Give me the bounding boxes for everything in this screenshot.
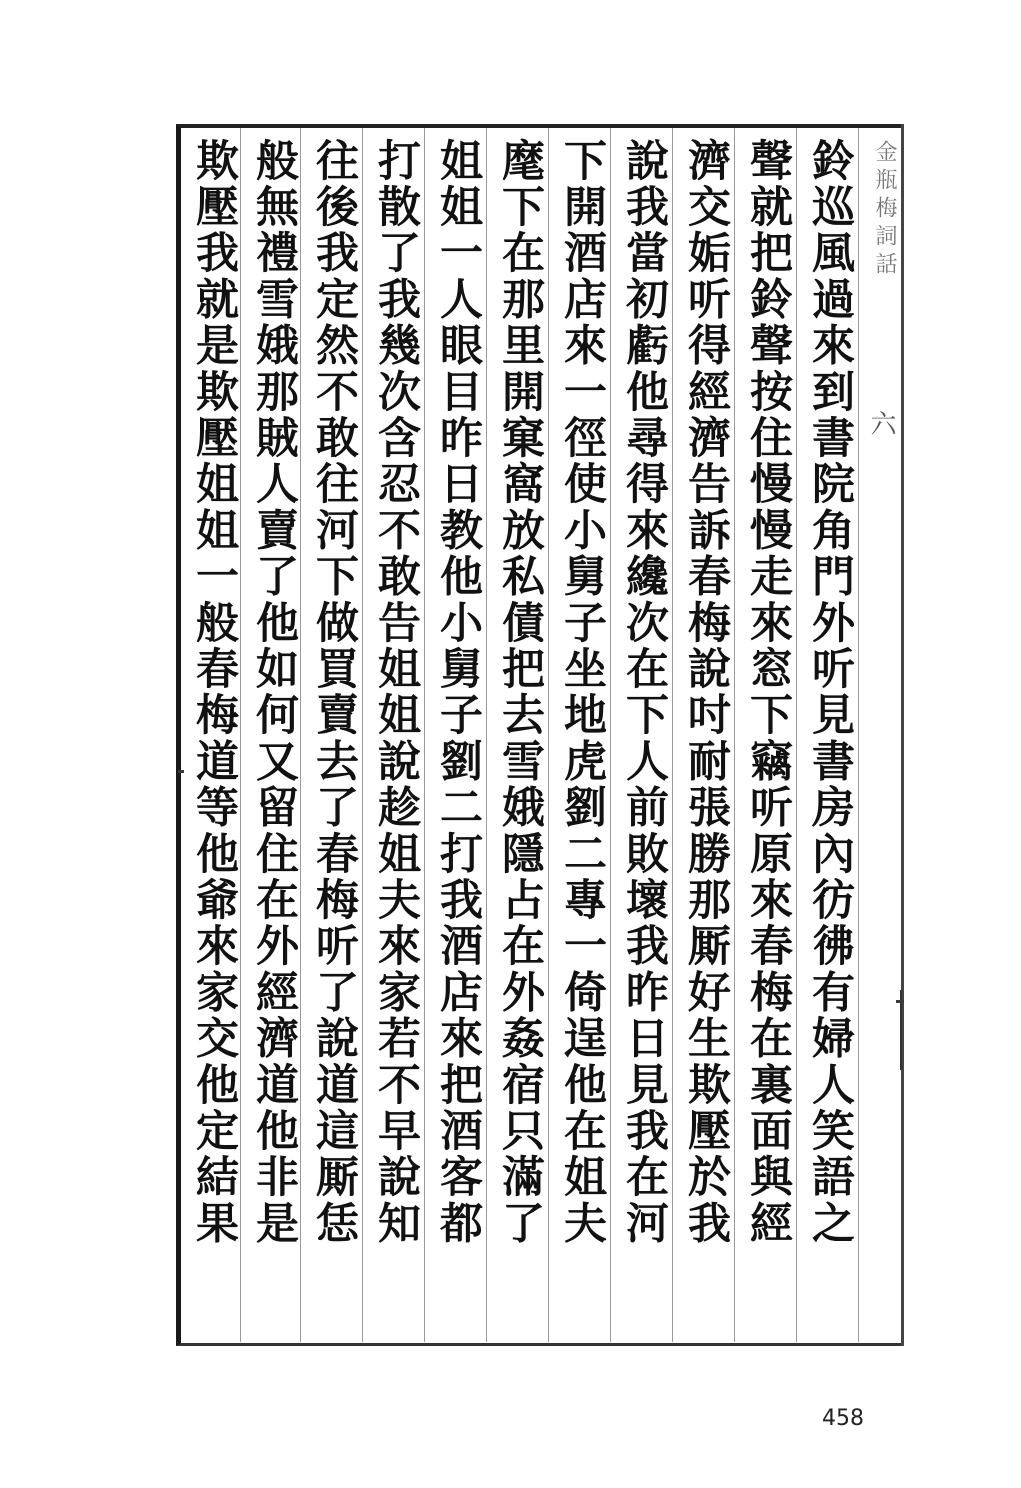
column-rule: [548, 128, 549, 1342]
text-column-4: 說我當初虧他尋得來纔次在下人前敗壞我昨日見我在河: [619, 138, 669, 1247]
text-column-2: 聲就把鈴聲按住慢慢走來窓下竊听原來春梅在裏面與經: [743, 138, 793, 1247]
text-column-1: 鈴巡風過來到書院角門外听見書房內彷彿有婦人笑語之: [805, 138, 855, 1247]
margin-book-title: 金瓶梅詞話: [872, 140, 897, 280]
text-column-5: 下開酒店來一徑使小舅子坐地虎劉二專一倚逞他在姐夫: [557, 138, 607, 1247]
text-column-9: 往後我定然不敢往河下做買賣去了春梅听了說道這厮恁: [309, 138, 359, 1247]
column-rule: [734, 128, 735, 1342]
column-rule: [796, 128, 797, 1342]
text-column-6: 麾下在那里開窠窩放私債把去雪娥隱占在外姦宿只滿了: [495, 138, 545, 1247]
column-rule: [362, 128, 363, 1342]
column-rule: [858, 128, 859, 1342]
frame-right-rule: [901, 124, 904, 1346]
column-rule: [610, 128, 611, 1342]
ink-speck: [178, 770, 184, 773]
text-column-11: 欺壓我就是欺壓姐姐一般春梅道等他爺來家交他定結果: [189, 138, 239, 1247]
column-rule: [300, 128, 301, 1342]
column-rule: [424, 128, 425, 1342]
text-column-10: 般無禮雪娥那賊人賣了他如何又留住在外經濟道他非是: [249, 138, 299, 1247]
text-column-7: 姐姐一人眼目昨日教他小舅子劉二打我酒店來把酒客都: [433, 138, 483, 1247]
page-number: 458: [822, 1406, 864, 1431]
column-rule: [486, 128, 487, 1342]
margin-juan-number: 六: [866, 410, 896, 436]
ink-speck: [896, 1000, 904, 1003]
text-column-8: 打散了我幾次含忍不敢告姐姐說趁姐夫來家若不早說知: [371, 138, 421, 1247]
text-column-3: 濟交姤听得經濟告訴春梅說吋耐張勝那厮好生欺壓於我: [681, 138, 731, 1247]
column-rule: [672, 128, 673, 1342]
column-rule: [240, 128, 241, 1342]
